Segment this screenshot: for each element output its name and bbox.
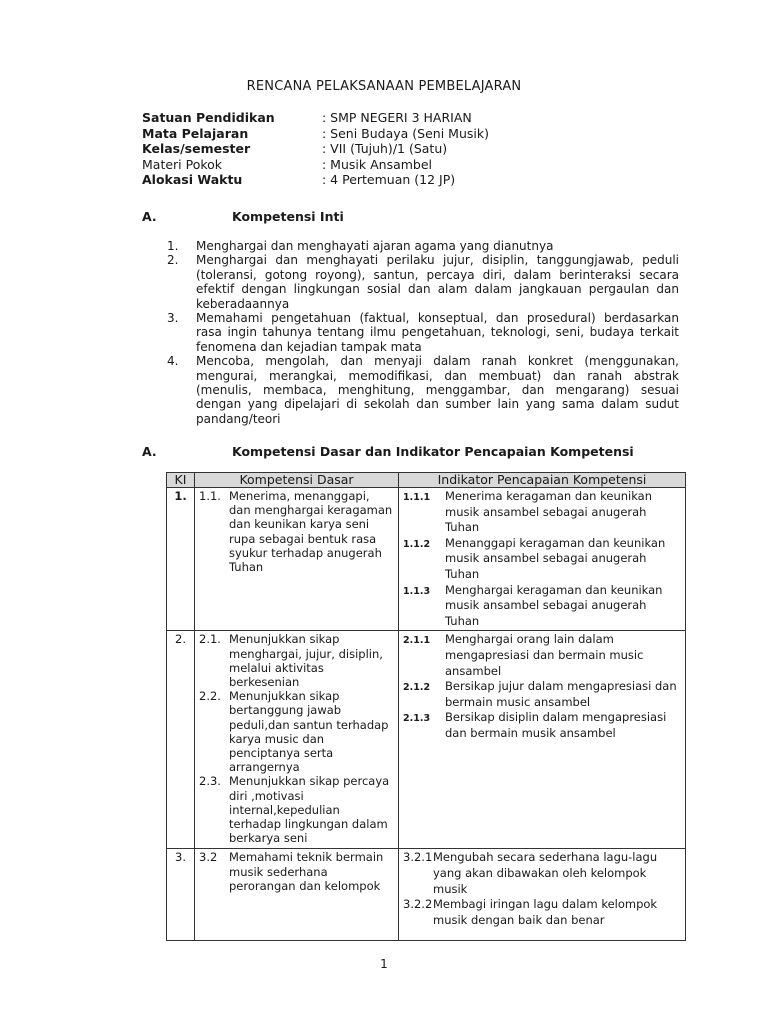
indicator-text: Menghargai orang lain dalam mengapresiasi dan bermain music ansambel [445,632,644,678]
meta-row [142,110,489,126]
kd-cell [195,488,399,631]
meta-label: Satuan Pendidikan [142,110,275,125]
meta-row [142,157,489,173]
kd-number: 2.3. [199,774,221,789]
indicator-entry [403,632,681,679]
kd-number: 2.2. [199,689,221,704]
ki-cell: 2. [167,631,195,849]
list-item-number: 2. [167,253,179,268]
indicator-text: Bersikap jujur dalam mengapresiasi dan bermain music ansambel [445,679,677,709]
meta-value: : 4 Pertemuan (12 JP) [322,172,456,187]
table-row [167,849,686,941]
indicator-text: Menghargai keragaman dan keunikan musik ansambel sebagai anugerah Tuhan [445,582,663,628]
indicator-entry [403,583,681,630]
indicator-entry [403,850,681,897]
indicator-number: 2.1.2 [403,682,431,694]
indicator-text: Membagi iringan lagu dalam kelompok musik dengan baik dan benar [433,897,658,927]
list-item-text: Menghargai dan menghayati ajaran agama yang dianutnya [196,239,554,253]
kd-text: Menunjukkan sikap percaya diri ,motivasi internal,kepedulian terhadap lingkungan dalam berkarya seni [229,774,390,846]
kd-text: Menerima, menanggapi, dan menghargai keragaman dan keunikan karya seni rupa sebagai bentuk rasa syukur terhadap anugerah Tuhan [229,489,393,575]
kd-entry [199,689,394,774]
header-indikator: Indikator Pencapaian Kompetensi [399,473,686,488]
ki-cell: 3. [167,849,195,941]
meta-label: Materi Pokok [142,156,223,172]
indicator-entry [403,536,681,583]
header-kompetensi-dasar: Kompetensi Dasar [195,473,399,488]
section-title: Kompetensi Dasar dan Indikator Pencapaian Kompetensi [232,444,634,459]
meta-value: : Musik Ansambel [322,156,433,172]
meta-row [142,141,489,157]
indicator-number: 3.2.2 [403,897,433,912]
kd-entry [199,774,394,845]
indicator-number: 3.2.1 [403,850,433,865]
indicator-cell [399,849,686,941]
meta-label: Alokasi Waktu [142,172,243,187]
ki-cell: 1. [167,488,195,631]
kompetensi-inti-list [167,239,679,426]
kd-entry [199,850,394,893]
section-title: Kompetensi Inti [232,209,344,224]
meta-value: : VII (Tujuh)/1 (Satu) [322,141,448,156]
indicator-text: Menanggapi keragaman dan keunikan musik ansambel sebagai anugerah Tuhan [445,535,666,581]
indicator-entry [403,679,681,710]
kd-text: Memahami teknik bermain musik sederhana perorangan dan kelompok [229,850,384,893]
list-item-text: Menghargai dan menghayati perilaku jujur, disiplin, tanggungjawab, peduli (toleransi, gotong royong), santun, percaya diri, dalam berinteraksi secara efektif dengan lingkungan sosial dan alam dalam jangkauan pergaulan dan keberadaannya [196,253,679,311]
kd-entry [199,489,394,574]
metadata-block [142,110,489,188]
table-row [167,488,686,631]
meta-row [142,172,489,188]
indicator-number: 1.1.3 [403,585,431,597]
kd-number: 1.1. [199,489,221,503]
list-item [167,311,679,354]
section-letter: A. [142,444,157,459]
indicator-text: Bersikap disiplin dalam mengapresiasi dan bermain musik ansambel [445,710,667,740]
meta-value: : SMP NEGERI 3 HARIAN [322,110,472,125]
page-number: 1 [380,957,388,971]
meta-label: Kelas/semester [142,141,251,156]
header-ki: KI [167,473,195,488]
indicator-number: 1.1.1 [403,492,431,503]
indicator-cell [399,488,686,631]
kd-number: 2.1. [199,632,221,647]
indicator-text: Mengubah secara sederhana lagu-lagu yang akan dibawakan oleh kelompok musik [433,850,658,896]
list-item-number: 3. [167,311,179,326]
list-item [167,354,679,426]
indicator-number: 2.1.1 [403,635,431,647]
indicator-entry [403,897,681,928]
kd-text: Menunjukkan sikap bertanggung jawab peduli,dan santun terhadap karya music dan penciptanya serta arrangernya [229,689,389,775]
list-item-text: Memahami pengetahuan (faktual, konseptual, dan prosedural) berdasarkan rasa ingin tahunya tentang ilmu pengetahuan, teknologi, seni, budaya terkait fenomena dan kejadian tampak mata [196,311,679,354]
kd-cell [195,849,399,941]
indicator-entry [403,710,681,741]
list-item [167,239,679,253]
kd-entry [199,632,394,689]
section-heading-kompetensi-dasar [142,444,634,459]
indicator-number: 2.1.3 [403,713,431,725]
kd-text: Menunjukkan sikap menghargai, jujur, disiplin, melalui aktivitas berkesenian [229,632,383,689]
table-row [167,631,686,849]
kd-cell [195,631,399,849]
document-title: RENCANA PELAKSANAAN PEMBELAJARAN [246,79,522,94]
list-item-number: 1. [167,239,179,253]
table-header-row [167,473,686,488]
meta-label: Mata Pelajaran [142,125,249,141]
kompetensi-dasar-table [166,472,686,941]
list-item-number: 4. [167,354,179,369]
kd-number: 3.2 [199,850,218,865]
indicator-text: Menerima keragaman dan keunikan musik ansambel sebagai anugerah Tuhan [445,489,653,535]
section-heading-kompetensi-inti [142,209,344,224]
meta-value: : Seni Budaya (Seni Musik) [322,125,489,141]
section-letter: A. [142,209,157,224]
indicator-number: 1.1.2 [403,538,431,550]
indicator-entry [403,489,681,536]
meta-row [142,126,489,142]
list-item-text: Mencoba, mengolah, dan menyaji dalam ranah konkret (menggunakan, mengurai, merangkai, memodifikasi, dan membuat) dan ranah abstrak (menulis, membaca, menghitung, menggambar, dan mengarang) sesuai dengan yang dipelajari di sekolah dan sumber lain yang sama dalam sudut pandang/teori [196,354,679,426]
indicator-cell [399,631,686,849]
list-item [167,253,679,311]
